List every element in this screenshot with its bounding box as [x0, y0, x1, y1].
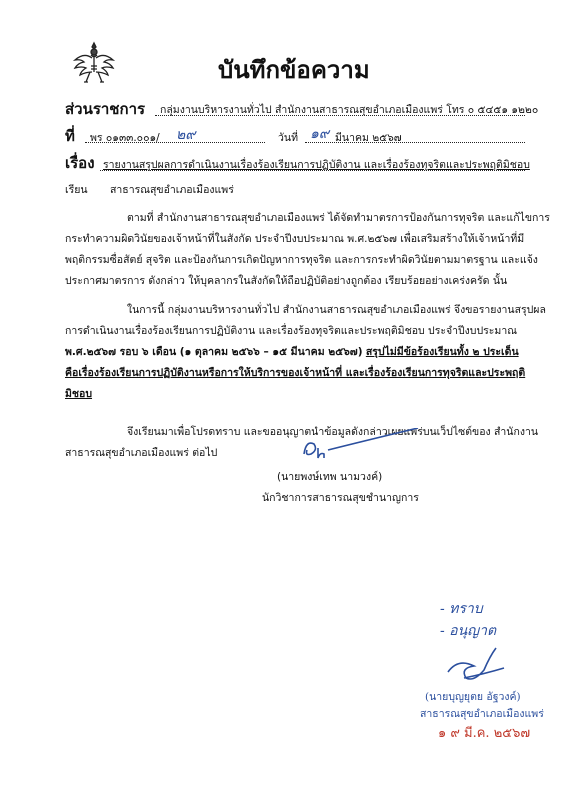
garuda-emblem-icon: [72, 40, 116, 90]
reference-handwritten-number: ๒๙: [176, 127, 196, 143]
approver-position: สาธารณสุขอำเภอเมืองแพร่: [420, 708, 544, 720]
period-summary-text: พ.ศ.๒๕๖๗ รอบ ๖ เดือน (๑ ตุลาคม ๒๕๖๖ – ๑๕ มีนาคม ๒๕๖๗): [65, 346, 363, 358]
paragraph-line: กระทำความผิดวินัยของเจ้าหน้าที่ในสังกัด ประจำปีงบประมาณ พ.ศ.๒๕๖๗ เพื่อเสริมสร้างให้เจ้าหน้าที่มี: [65, 233, 525, 245]
approver-signature-image: [442, 642, 512, 690]
paragraph-line: คือเรื่องร้องเรียนการปฏิบัติงานหรือการให้บริการของเจ้าหน้าที่ และเรื่องร้องเรียนการทุจริตและประพฤติ: [65, 367, 526, 379]
salutation-label: เรียน: [65, 184, 88, 196]
subject-label: เรื่อง: [65, 154, 95, 172]
approval-date: ๑ ๙ มี.ค. ๒๕๖๗: [438, 726, 531, 741]
signer-position: นักวิชาการสาธารณสุขชำนาญการ: [262, 492, 419, 504]
agency-label: ส่วนราชการ: [65, 100, 146, 118]
date-label: วันที่: [278, 132, 298, 144]
paragraph-line: [65, 342, 546, 363]
paragraph-line: สาธารณสุขอำเภอเมืองแพร่ ต่อไป: [65, 447, 218, 459]
reference-label: ที่: [65, 127, 75, 145]
paragraph-line: พฤติกรรมซื่อสัตย์ สุจริต และป้องกันการเกิดปัญหาการทุจริต และการกระทำผิดวินัยตามมาตรฐาน และแจ้ง: [65, 254, 538, 266]
paragraph-line: การดำเนินงานเรื่องร้องเรียนการปฏิบัติงาน และเรื่องร้องทุจริตและประพฤติมิชอบ ประจำปีงบประมาณ: [65, 325, 517, 337]
body-paragraph-2: [65, 300, 546, 405]
paragraph-line: มิชอบ: [65, 388, 93, 400]
salutation-value: สาธารณสุขอำเภอเมืองแพร่: [110, 184, 234, 196]
date-value: มีนาคม ๒๕๖๗: [335, 132, 402, 144]
reference-value: พร ๐๑๓๓.๐๐๑/: [90, 132, 160, 144]
paragraph-line: ประกาศมาตรการ ดังกล่าว ให้บุคลากรในสังกัดให้ถือปฏิบัติอย่างถูกต้อง เรียบร้อยอย่างเคร่งครัด นั้น: [65, 275, 508, 287]
body-paragraph-1: [65, 208, 550, 292]
subject-value: รายงานสรุปผลการดำเนินงานเรื่องร้องเรียนการปฏิบัติงาน และเรื่องร้องทุจริตและประพฤติมิชอบ: [103, 159, 530, 171]
paragraph-line: จึงเรียนมาเพื่อโปรดทราบ และขออนุญาตนำข้อมูลดังกล่าวเผยแพร่บนเว็ปไซต์ของ สำนักงาน: [127, 426, 539, 438]
agency-value: กลุ่มงานบริหารงานทั่วไป สำนักงานสาธารณสุขอำเภอเมืองแพร่ โทร ๐ ๕๔๕๑ ๑๒๒๐: [160, 104, 539, 116]
approver-name: (นายบุญยุตย อัฐวงค์): [425, 691, 521, 703]
signer-name: (นายพงษ์เทพ นามวงค์): [277, 471, 383, 483]
signature-image: [292, 428, 422, 472]
paragraph-line: ตามที่ สำนักงานสาธารณสุขอำเภอเมืองแพร่ ได้จัดทำมาตรการป้องกันการทุจริต และแก้ไขการ: [127, 212, 550, 224]
approval-note-permitted: - อนุญาต: [440, 623, 497, 639]
paragraph-line: ในการนี้ กลุ่มงานบริหารงานทั่วไป สำนักงานสาธารณสุขอำเภอเมืองแพร่ จึงขอรายงานสรุปผล: [127, 304, 546, 316]
document-title: บันทึกข้อความ: [218, 56, 370, 84]
approval-note-acknowledged: - ทราบ: [440, 601, 483, 617]
date-day-handwritten: ๑๙: [310, 126, 330, 142]
conclusion-text: สรุปไม่มีข้อร้องเรียนทั้ง ๒ ประเด็น: [365, 346, 519, 358]
